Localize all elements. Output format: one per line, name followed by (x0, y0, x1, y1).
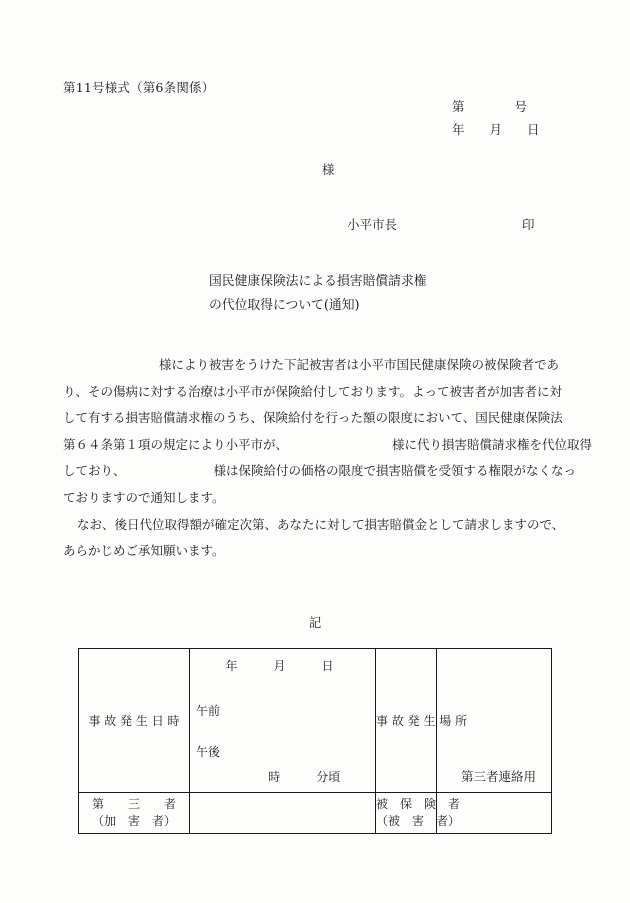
cell-label-third-party (79, 793, 190, 834)
body-line-1-text: 様により被害をうけた下記被害者は小平市国民健康保険の被保険者であ (159, 357, 560, 372)
body-line-5 (63, 458, 577, 485)
footer-note: 第三者連絡用 (461, 769, 537, 784)
body-line-5-prefix: しており、 (63, 463, 126, 479)
accident-date-fields: 年 月 日 (225, 659, 334, 673)
body-line-5-suffix: 様は保険給付の価格の限度で損害賠償を受領する権限がなくなっ (213, 463, 577, 479)
accident-time-row (190, 674, 375, 792)
body-text (63, 352, 593, 565)
accident-details-table (78, 648, 552, 834)
insured-label-line-2: （被 害 者） (376, 814, 461, 828)
body-line-4 (63, 432, 593, 459)
body-line-7 (63, 512, 571, 539)
title-line-1: 国民健康保険法による損害賠償請求権 (209, 274, 427, 289)
ampm-afternoon-option[interactable]: 午後 (196, 744, 221, 759)
table-row (79, 793, 552, 834)
ampm-morning-option[interactable]: 午前 (196, 704, 221, 718)
body-line-6: ておりますので通知します。 (63, 489, 225, 505)
ampm-selector[interactable] (196, 678, 249, 786)
third-party-label-line-2: （加 害 者） (91, 814, 176, 828)
body-line-1 (63, 352, 571, 379)
cell-label-accident-datetime: 事 故 発 生 日 時 (79, 649, 190, 793)
addressee-line: 様 (322, 162, 335, 177)
body-line-4-prefix: 第６４条第１項の規定により小平市が、 (63, 436, 289, 452)
cell-value-third-party[interactable] (190, 793, 376, 834)
title-line-2: の代位取得について(通知) (209, 298, 360, 313)
body-line-4-suffix: 様に代り損害賠償請求権を代位取得 (392, 436, 593, 452)
seal-icon: 印 (522, 217, 535, 232)
document-title (209, 270, 427, 318)
body-line-8: あらかじめご承知願います。 (63, 543, 225, 559)
insured-label-line-1: 被 保 険 者 (376, 797, 461, 811)
document-date-field: 年 月 日 (452, 122, 540, 137)
cell-label-insured-person (376, 793, 461, 834)
cell-label-accident-place: 事 故 発 生 場 所 (376, 649, 437, 793)
ki-marker: 記 (308, 615, 322, 630)
body-line-7-text: なお、後日代位取得額が確定次第、あなたに対して損害賠償金として請求しますので、 (77, 516, 565, 532)
body-line-3: して有する損害賠償請求権のうち、保険給付を行った額の限度において、国民健康保険法 (63, 410, 563, 426)
third-party-label-line-1: 第 三 者 (91, 797, 176, 811)
form-number: 第11号様式（第6条関係） (63, 80, 215, 95)
issuer-name: 小平市長 (347, 217, 398, 232)
accident-time-fields: 時 分頃 (268, 770, 341, 784)
cell-value-accident-datetime[interactable] (190, 649, 376, 793)
document-number-field: 第 号 (452, 99, 528, 114)
body-line-2: り、その傷病に対する治療は小平市が保険給付しております。よって被害者が加害者に対 (63, 383, 563, 399)
